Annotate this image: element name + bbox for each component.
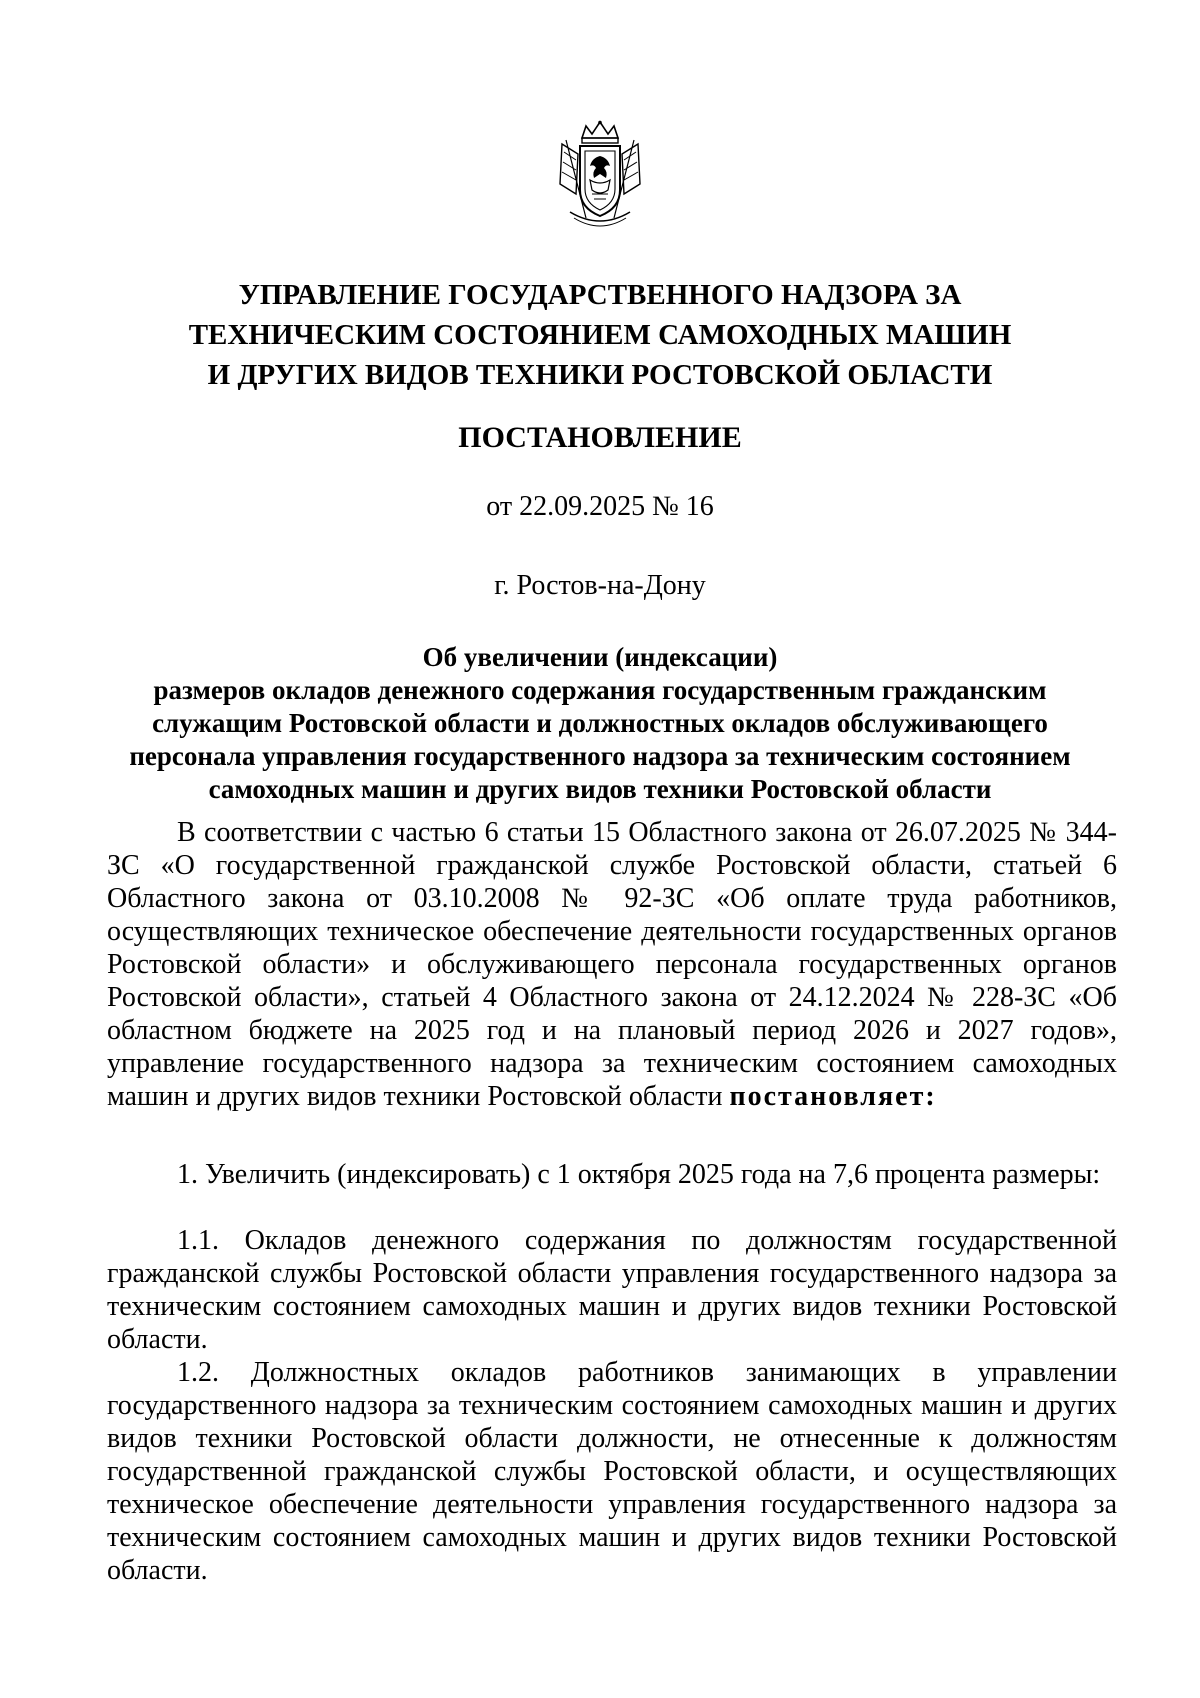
document-city: г. Ростов-на-Дону <box>494 570 706 601</box>
document-type: ПОСТАНОВЛЕНИЕ <box>458 421 742 454</box>
subject-line: размеров окладов денежного содержания государственным гражданским <box>153 675 1047 705</box>
organization-title <box>100 275 1100 395</box>
clause-1-1-text: 1.1. Окладов денежного содержания по должностям государственной гражданской службы Ростовской области управления государственного надзора за техническим состоянием самоходных машин и других видов техники Ростовской области. <box>107 1225 1117 1355</box>
subject-line: персонала управления государственного надзора за техническим состоянием <box>129 741 1071 771</box>
clause-1-1 <box>107 1224 1117 1356</box>
clause-1 <box>107 1158 1117 1191</box>
organization-title-line: ТЕХНИЧЕСКИМ СОСТОЯНИЕМ САМОХОДНЫХ МАШИН <box>188 319 1012 351</box>
document-date-number: от 22.09.2025 № 16 <box>486 491 714 522</box>
document-subject <box>100 641 1100 806</box>
coat-of-arms-icon <box>552 120 648 228</box>
subject-line: Об увеличении (индексации) <box>422 642 778 672</box>
resolves-verb: постановляет: <box>729 1081 937 1112</box>
subject-line: служащим Ростовской области и должностных окладов обслуживающего <box>152 708 1048 738</box>
preamble-paragraph <box>107 816 1117 1113</box>
clause-1-2-text: 1.2. Должностных окладов работников занимающих в управлении государственного надзора за техническим состоянием самоходных машин и других видов техники Ростовской области должности, не отнесенные к должностям государственной гражданской службы Ростовской области, и осуществляющих техническое обеспечение деятельности управления государственного надзора за техническим состоянием самоходных машин и других видов техники Ростовской области. <box>107 1357 1117 1586</box>
preamble-text: В соответствии с частью 6 статьи 15 Областного закона от 26.07.2025 № 344-ЗС «О государственной гражданской службе Ростовской области, статьей 6 Областного закона от 03.10.2008 № 92-ЗС «Об оплате труда работников, осуществляющих техническое обеспечение деятельности государственных органов Ростовской области» и обслуживающего персонала государственных органов Ростовской области», статьей 4 Областного закона от 24.12.2024 № 228-ЗС «Об областном бюджете на 2025 год и на плановый период 2026 и 2027 годов», управление государственного надзора за техническим состоянием самоходных машин и других видов техники Ростовской области <box>107 817 1117 1112</box>
subject-line: самоходных машин и других видов техники Ростовской области <box>208 774 992 804</box>
clause-1-text: 1. Увеличить (индексировать) с 1 октября 2025 года на 7,6 процента размеры: <box>177 1159 1101 1190</box>
organization-title-line: УПРАВЛЕНИЕ ГОСУДАРСТВЕННОГО НАДЗОРА ЗА <box>238 279 962 311</box>
organization-title-line: И ДРУГИХ ВИДОВ ТЕХНИКИ РОСТОВСКОЙ ОБЛАСТИ <box>207 359 993 391</box>
clause-1-2 <box>107 1356 1117 1587</box>
